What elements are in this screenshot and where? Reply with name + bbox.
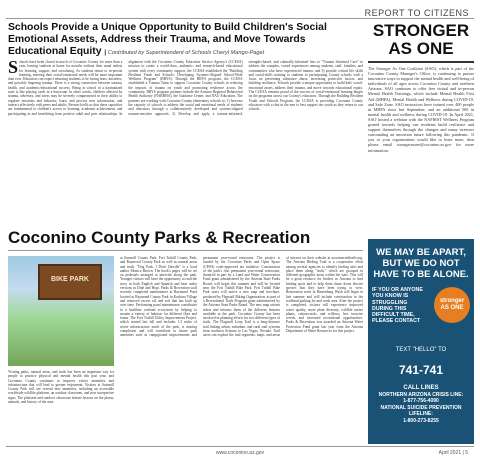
crisis-line-number: 1-877-756-4090 <box>403 398 439 404</box>
header-rule <box>6 18 474 19</box>
call-lines <box>368 385 474 424</box>
article-body <box>8 57 363 220</box>
text-hello-label: TEXT "HELLO" TO <box>395 347 447 353</box>
article-headline <box>8 22 363 59</box>
footer-url: www.coconino.az.gov <box>215 450 265 456</box>
sidebar-rule <box>368 61 474 63</box>
warmline-title: WE MAY BE APART, BUT WE DO NOT HAVE TO BE ALONE. <box>373 247 469 280</box>
call-lines-title: CALL LINES <box>403 385 439 391</box>
logo-line-1: stronger <box>439 298 465 304</box>
parks-body-left: Visiting parks, natural areas, and trails has been an important way for people to practice physical and mental health this past year, and Coconino County continues to improve visitor amenities and infrastructure that will lead to greater enjoyment. Visitors at Sawmill County Park will see several new amenities, including an accessible worldwide wildlife platform, an outdoor classroom, and new interpretive signs. The platform and outdoor classroom feature lessons on the plants, animals, and history of the area. <box>8 370 114 405</box>
article-text: chools have been closed in much of Coconino County for more than a year, leaving students at home for months without their usual outlets for learning, support, and socializing. As students return to in-person learning, meeting their social-emotional needs will be more important than ever. Educators can expect returning students to be facing fears, anxieties, and possibly lingering trauma. There is a strong connection between trauma, health, and academic/educational success. Being at school in a traumatized state is like placing cards in a hurricane. In other words, children affected by trauma, adversity, and stress may be severely compromised in their ability to regulate emotions and behavior, learn, and process new information, and interact effectively with peers and adults. Research tells us that these capacities are fundamental to children's access to learning, academic achievement, and participating in and benefitting from positive adult and peer relationships. In alignment with the Coconino County Education Service Agency's (CCESA) mission to create a world-class, authentic, and research-based educational system with every community support, the CCESA established the "Building Resilient Youth and Schools: Developing Systems-Aligned School-Wide Wellness Program" (BRYS). Through the BRYS program, the CCESA established a Trauma Team to support Coconino County schools in reducing the impacts of trauma on youth and promoting resilience across the community. BRYS program partners include the Arizona Regional Behavioral Health Authority (NARBHA), the Guidance Center, and NAU Education. The partners are working with Coconino County elementary schools to: 1) Increase the capacity of schools to address the social and emotional needs of students and educators through a collaboratively developed and systems-aligned trauma-sensitive approach; 2) Develop and apply a trauma-informed, strengths-based, and culturally-informed lens to "Trauma Informed Care" to address the complex, varied experiences among students, staff, families, and communities who have experienced trauma; and 3) provide critical life skills and social-skills training to students to participating County schools with a focus on preventing substance abuse, increasing protective factors, and building resilience. Schools provide a unique opportunity to build kids' social-emotional assets, address their trauma, and move towards educational equity. The CCESA remains proud of the success of social-emotional learning hinges on the programs across our County's educators. Through the Building Resilient Youth and Schools Program, the CCESA is providing Coconino County educators with a shot in the arm to best support our youth as they return to our schools. <box>8 60 363 116</box>
byline-divider: | <box>104 50 108 56</box>
footer-page-number: 5 <box>465 450 468 456</box>
logo-line-2: AS ONE <box>440 305 464 311</box>
parks-body: at Sawmill County Park, Fort Tuthill County Park, and Raymond County Park as well as natural areas and trails. "Dog Park, I Don't Dawdle" is a local author Monica Brown. The book's pages will be set on pedestals arranged at intervals along the path. Younger visitors will have the opportunity to read the story in both English and Spanish and hear audio versions in Diné and Hopi. Parks & Recreation staff recently completed maintenance at Raymond Pond located at Raymond County Park in Kachina Village and removed excess silt and soil that has built up over time. Performing pond maintenance contributes to a healthier wetland ecosystem by helping to sustain a variety of habitats for different flora and fauna. The Fort Tuthill Utility Improvement Project, which started last fall and includes 1.5 miles of sewer infrastructure north of the park, is nearing completion and will contribute to future park amenities such as campground improvements and permanent year-round restrooms. The project is funded by the Coconino Parks and Open Space (CPOS) voter-approved tax initiative. Construction of the park's first permanent year-round restrooms, financed in part by a Land and Water Conservation Fund grant administered by the Arizona State Parks Board, will begin this summer and will be located near the Fort Tuthill Bike Park. Fort Tuthill Bike Park users will notice a new map and brochure, produced by Flagstaff Biking Organization, as part of a Recreational Trails Program grant administered by the Arizona State Parks Board. The new map orients riders and informs them of the different features available at the park. Coconino County has been involved in planning efforts for two different types of trails. The Flagstaff Loop Trail is a long-distance trail linking urban, suburban, and rural trail systems from northern Arizona to Las Vegas, Nevada. Trail users can explore the trail segments, maps, and areas of interest on their website at azconnectedtrails.org. The Arizona Birding Trail is a cooperative effort among several agencies to identify birding sites and place them along "trails," which are grouped in different geographic areas within the state. This will be a great resource for birders in Arizona to find birding spots and to help them chase down elusive species that they have been trying to view. Restoration work in Harrenburg Wash will begin in late summer and will include construction in the trailhead parking lot and wash area. After the project is completed, visitors will experience improved water quality, more plant diversity, wildlife native plants, cottonwoods, and willows, less invasive weeds, and increased recreational opportunities. Parks & Recreation was awarded an Arizona Water Protection Fund grant last year from the Arizona Department of Water Resources for this project. <box>120 256 363 338</box>
article-byline: Contributed by Superintendent of Schools Cheryl Mango-Paget <box>107 50 265 56</box>
section-label: REPORT TO CITIZENS <box>362 8 472 18</box>
warmline-ad <box>368 239 474 444</box>
footer-date: April 2021 <box>438 450 462 456</box>
footer-rule <box>6 446 474 447</box>
warmline-contact-text: IF YOU OR ANYONE YOU KNOW IS STRUGGLING DURING THIS DIFFICULT TIME, PLEASE CONTACT <box>372 287 423 325</box>
sign-text: BIKE PARK <box>51 276 89 283</box>
bike-park-sign <box>38 264 102 300</box>
text-line-number: 741-741 <box>398 363 444 377</box>
stronger-as-one-logo <box>434 287 470 323</box>
bike-park-photo <box>8 256 114 366</box>
sidebar-body: The Stronger As One Coalition (SAO), which is part of the Coconino County Manager's Office, is continuing to pursue innovative ways to support the mental health and well-being of individuals of all ages across Coconino County and northern Arizona. SAO continues to offer free virtual and in-person Mental Health Trainings, which include Mental Health First Aid (MHFA), Mental Health and Wellness during COVID-19, and Safe Zone. SAO instructors have trained over 400 people in MHFA since last September, and an additional 500 in mental health and wellness during COVID-19. In April 2021, SAO hosted a webinar with the NAFIRST Wellness Program geared towards helping our residents build resilience and support themselves through the changes and many stressors surrounding an uncertain future following this pandemic. If you or your organizations would like to learn more, then please email strongerasone@coconino.az.gov for more information. <box>368 66 474 153</box>
headline-text: Schools Provide a Unique Opportunity to Build Children's Social Emotional Assets, Address their Trauma, and Move Towards Educational Equity <box>8 22 327 57</box>
drop-cap: S <box>8 57 19 77</box>
parks-section-title: Coconino County Parks & Recreation <box>8 228 311 247</box>
footer-divider: | <box>462 450 466 456</box>
crisis-line-label: NORTHERN ARIZONA CRISIS LINE: <box>378 391 464 398</box>
lifeline-label: NATIONAL SUICIDE PREVENTION LIFELINE: <box>380 404 462 417</box>
footer-date-page <box>439 450 468 456</box>
stronger-as-one-sidebar <box>368 22 474 442</box>
sidebar-title: STRONGER AS ONE <box>372 21 470 58</box>
lifeline-number: 1-800-273-8255 <box>403 417 439 424</box>
parks-rule <box>8 250 363 251</box>
